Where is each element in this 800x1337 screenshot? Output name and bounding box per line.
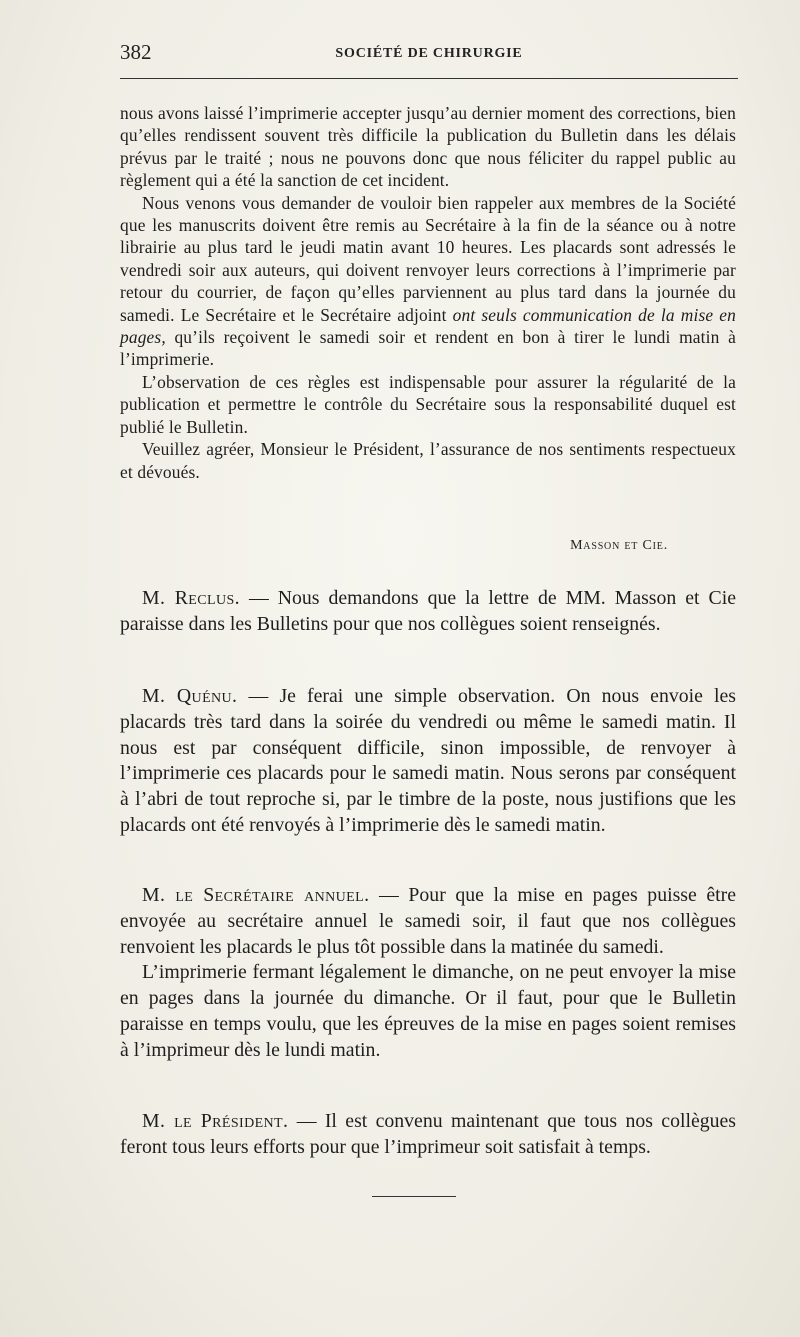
letter-signature: Masson et Cie. xyxy=(570,538,668,553)
secretaire-remark xyxy=(120,883,736,1064)
end-rule xyxy=(372,1196,456,1197)
secretaire-paragraph-2: L’imprimerie fermant légalement le dimanche, on ne peut envoyer la mise en pages dans la journée du dimanche. Or il faut, pour que le Bulletin paraisse en temps voulu, que les épreuves de la mise en pages soient remises à l’imprimeur dès le lundi matin. xyxy=(120,961,736,1061)
quenu-remark xyxy=(120,684,736,839)
reclus-remark xyxy=(120,586,736,638)
president-remark xyxy=(120,1109,736,1161)
speaker-name: M. Quénu. xyxy=(142,685,238,707)
letter-paragraph-2 xyxy=(120,192,736,371)
speaker-name: M. Reclus. xyxy=(142,587,240,609)
header-rule xyxy=(120,78,738,79)
secretaire-paragraph-1 xyxy=(120,883,736,960)
remark-text: — Je ferai une simple observation. On nous envoie les placards très tard dans la soirée du vendredi ou même le samedi matin. Il nous est par conséquent difficile, sinon impossible, de renvoyer à l’imprimerie ces placards pour le samedi matin. Nous serons par conséquent à l’abri de tout reproche si, par le timbre de la poste, nous justifions que les placards ont été renvoyés à l’imprimerie dès le samedi matin. xyxy=(120,685,736,836)
remark-text: — Nous demandons que la lettre de MM. Masson et Cie paraisse dans les Bulletins pour que nos collègues soient renseignés. xyxy=(120,587,736,635)
letter-paragraph-4: Veuillez agréer, Monsieur le Président, l’assurance de nos sentiments respectueux et dévoués. xyxy=(120,439,736,482)
remark-text: — Il est convenu maintenant que tous nos collègues feront tous leurs efforts pour que l’imprimeur soit satisfait à temps. xyxy=(120,1110,736,1158)
reclus-paragraph xyxy=(120,586,736,638)
letter-paragraph-1: nous avons laissé l’imprimerie accepter jusqu’au dernier moment des corrections, bien qu’elles rendissent souvent très difficile la publication du Bulletin dans les délais prévus par le traité ; nous ne pouvons donc que nous féliciter du rappel public au règlement qui a été la sanction de cet incident. xyxy=(120,103,736,191)
page-header xyxy=(120,40,738,68)
letter-paragraph-2-text: Nous venons vous demander de vouloir bien rappeler aux membres de la Société que les manuscrits doivent être remis au Secrétaire à la fin de la séance ou à notre librairie au plus tard le jeudi matin avant 10 heures. Les placards sont adressés le vendredi soir aux auteurs, qui doivent renvoyer leurs corrections à l’imprimerie par retour du courrier, de façon qu’elles parviennent au plus tard dans la journée du samedi. Le Secrétaire et le Secrétaire adjoint xyxy=(120,192,736,325)
letter-body xyxy=(120,102,736,483)
speaker-name: M. le Secrétaire annuel. xyxy=(142,884,370,906)
page-number: 382 xyxy=(120,40,152,64)
running-head: SOCIÉTÉ DE CHIRURGIE xyxy=(335,46,523,61)
letter-paragraph-2-italic: ont seuls communication de la mise en pages, xyxy=(120,304,736,348)
letter-paragraph-2-end: qu’ils reçoivent le samedi soir et rendent en bon à tirer le lundi matin à l’imprimerie. xyxy=(120,327,736,370)
quenu-paragraph xyxy=(120,684,736,839)
president-paragraph xyxy=(120,1109,736,1161)
speaker-name: M. le Président. xyxy=(142,1110,289,1132)
letter-paragraph-3: L’observation de ces règles est indispensable pour assurer la régularité de la publication et permettre le contrôle du Secrétaire sous la responsabilité duquel est publié le Bulletin. xyxy=(120,371,736,437)
remark-text: — Pour que la mise en pages puisse être envoyée au secrétaire annuel le samedi soir, il faut que nos collègues renvoient les placards le plus tôt possible dans la matinée du samedi. xyxy=(120,884,737,958)
